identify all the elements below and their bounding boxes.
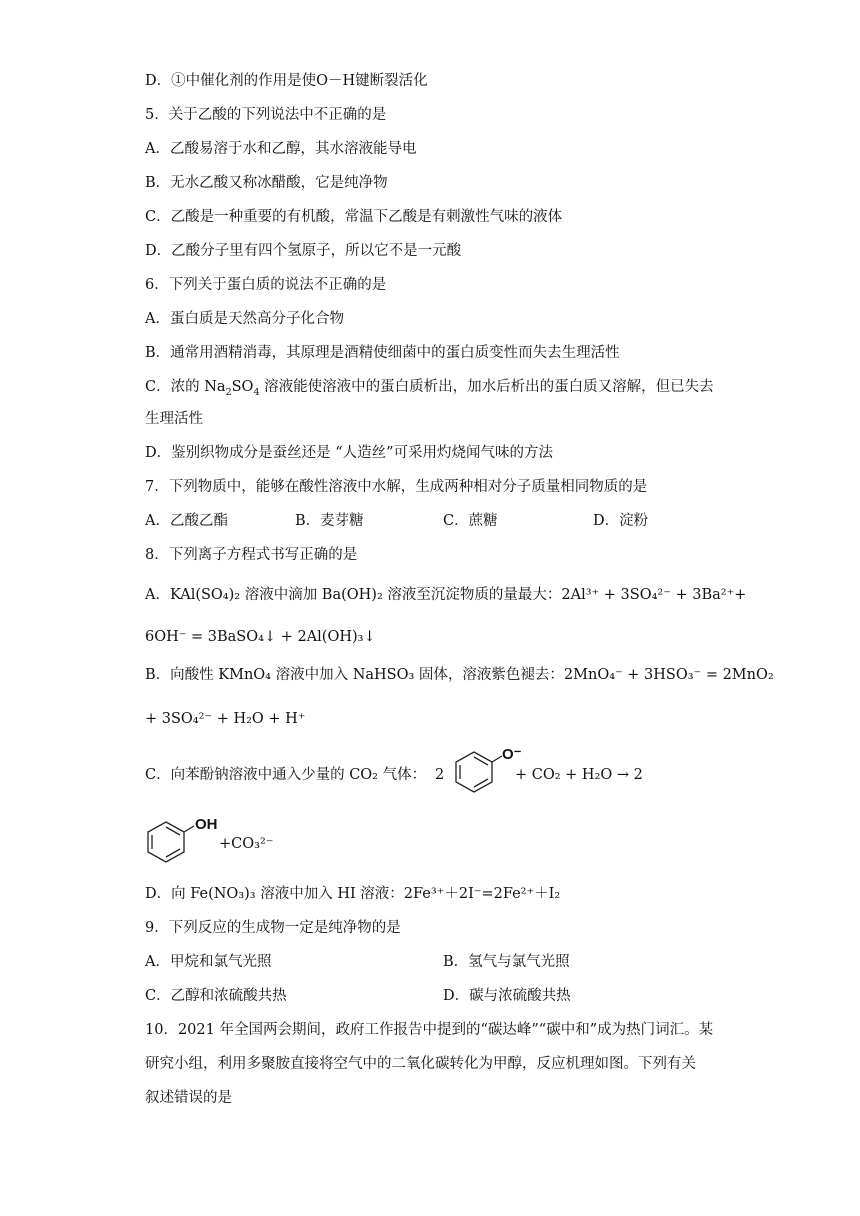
q6-option-b: B．通常用酒精消毒，其原理是酒精使细菌中的蛋白质变性而失去生理活性 bbox=[145, 345, 620, 361]
q8-option-a-line2: 6OH⁻ = 3BaSO₄↓ + 2Al(OH)₃↓ bbox=[145, 629, 376, 645]
q5-option-a: A．乙酸易溶于水和乙醇，其水溶液能导电 bbox=[145, 141, 417, 157]
phenol-label: OH bbox=[195, 816, 218, 833]
q9-option-c: C．乙醇和浓硫酸共热 bbox=[145, 988, 287, 1004]
q6-option-c-cont: 生理活性 bbox=[145, 411, 203, 427]
q7-stem: 7．下列物质中，能够在酸性溶液中水解，生成两种相对分子质量相同物质的是 bbox=[145, 479, 648, 495]
q6-option-a: A．蛋白质是天然高分子化合物 bbox=[145, 311, 344, 327]
q9-option-a: A．甲烷和氯气光照 bbox=[145, 954, 272, 970]
q8-option-a-line1: A．KAl(SO₄)₂ 溶液中滴加 Ba(OH)₂ 溶液至沉淀物质的量最大：2Al³⁺ + 3SO₄²⁻ + 3Ba²⁺+ bbox=[145, 587, 747, 603]
phenoxide-label: O⁻ bbox=[502, 746, 522, 763]
q6-c-text: 溶液能使溶液中的蛋白质析出，加水后析出的蛋白质又溶解，但已失去 bbox=[264, 379, 714, 395]
q7-option-c: C．蔗糖 bbox=[443, 513, 498, 529]
q8-option-b-line1: B．向酸性 KMnO₄ 溶液中加入 NaHSO₃ 固体，溶液紫色褪去：2MnO₄⁻ + 3HSO₃⁻ = 2MnO₂ bbox=[145, 667, 774, 683]
q6-c-prefix: C．浓的 bbox=[145, 379, 200, 395]
q8-option-c-suffix: + CO₂ + H₂O → 2 bbox=[515, 767, 643, 783]
q5-option-c: C．乙酸是一种重要的有机酸，常温下乙酸是有刺激性气味的液体 bbox=[145, 209, 563, 225]
q6-c-so: SO bbox=[231, 379, 254, 395]
q7-option-b: B．麦芽糖 bbox=[295, 513, 364, 529]
q5-stem: 5．关于乙酸的下列说法中不正确的是 bbox=[145, 107, 387, 123]
q7-option-d: D．淀粉 bbox=[593, 513, 649, 529]
q6-c-na: Na bbox=[204, 379, 226, 395]
q8-option-c-coef: 2 bbox=[435, 767, 445, 783]
q8-option-b-line2: + 3SO₄²⁻ + H₂O + H⁺ bbox=[145, 711, 306, 727]
q8-option-c-prefix: C．向苯酚钠溶液中通入少量的 CO₂ 气体： bbox=[145, 767, 427, 783]
q9-stem: 9．下列反应的生成物一定是纯净物的是 bbox=[145, 920, 401, 936]
q8-stem: 8．下列离子方程式书写正确的是 bbox=[145, 547, 358, 563]
q6-c-sub2: 2 bbox=[225, 386, 232, 398]
q6-stem: 6．下列关于蛋白质的说法不正确的是 bbox=[145, 277, 387, 293]
q9-option-b: B．氢气与氯气光照 bbox=[443, 954, 570, 970]
q9-option-d: D．碳与浓硫酸共热 bbox=[443, 988, 571, 1004]
q8-option-d: D．向 Fe(NO₃)₃ 溶液中加入 HI 溶液：2Fe³⁺＋2I⁻=2Fe²⁺＋I₂ bbox=[145, 886, 561, 902]
q6-option-c bbox=[145, 377, 714, 397]
q9-options-row1 bbox=[145, 952, 745, 972]
q10-stem-line1: 10．2021 年全国两会期间，政府工作报告中提到的“碳达峰”“碳中和”成为热门词汇。某 bbox=[145, 1022, 714, 1038]
q4-option-d: D．①中催化剂的作用是使O－H键断裂活化 bbox=[145, 73, 428, 89]
q7-options bbox=[145, 511, 745, 531]
phenol-structure bbox=[140, 812, 225, 872]
q5-option-b: B．无水乙酸又称冰醋酸，它是纯净物 bbox=[145, 175, 388, 191]
q7-option-a: A．乙酸乙酯 bbox=[145, 513, 228, 529]
q8-option-c-carbonate: +CO₃²⁻ bbox=[219, 836, 274, 852]
q9-options-row2 bbox=[145, 986, 745, 1006]
q5-option-d: D．乙酸分子里有四个氢原子，所以它不是一元酸 bbox=[145, 243, 462, 259]
q10-stem-line3: 叙述错误的是 bbox=[145, 1090, 232, 1106]
q6-option-d: D．鉴别织物成分是蚕丝还是 “人造丝”可采用灼烧闻气味的方法 bbox=[145, 445, 554, 461]
q10-stem-line2: 研究小组，利用多聚胺直接将空气中的二氧化碳转化为甲醇，反应机理如图。下列有关 bbox=[145, 1056, 696, 1072]
q6-c-sub4: 4 bbox=[253, 386, 260, 398]
